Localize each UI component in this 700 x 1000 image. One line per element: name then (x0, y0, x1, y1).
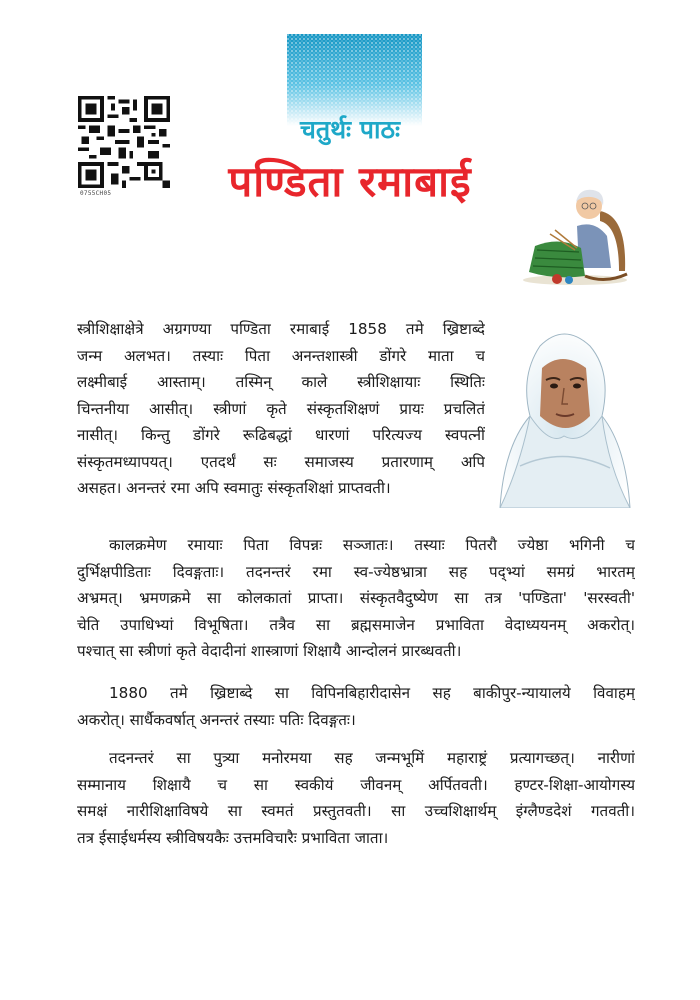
lesson-title: पण्डिता रमाबाई (228, 157, 472, 206)
text-line: दुर्भिक्षपीडिताः दिवङ्गताः। तदनन्तरं रमा स्व-ज्येष्ठभ्रात्रा सह पद्भ्यां समग्रं भारतम् (77, 562, 635, 581)
qr-code-text: 0755CH05 (80, 190, 112, 197)
text-line: सम्मानाय शिक्षायै च सा स्वकीयं जीवनम् अर्पितवती। हण्टर-शिक्षा-आयोगस्य (77, 775, 635, 794)
paragraph-2 (77, 532, 635, 665)
paragraph-1 (77, 316, 485, 502)
text-line: लक्ष्मीबाई आस्ताम्। तस्मिन् काले स्त्रीशिक्षायाः स्थितिः (77, 373, 485, 391)
paragraph-4 (77, 745, 635, 851)
text-line: तदनन्तरं सा पुत्र्या मनोरमया सह जन्मभूमिं महाराष्ट्रं प्रत्यागच्छत्। नारीणां (109, 749, 635, 767)
text-line: चिन्तनीया आसीत्। स्त्रीणां कृते संस्कृतशिक्षणं प्रायः प्रचलितं (77, 399, 485, 418)
text-line: अकरोत्। सार्धैकवर्षात् अनन्तरं तस्याः पतिः दिवङ्गतः। (77, 710, 356, 729)
portrait-rama-bai (490, 316, 638, 508)
text-line: असहत। अनन्तरं रमा अपि स्वमातुः संस्कृतशिक्षां प्राप्तवती। (77, 479, 391, 497)
text-line: संस्कृतमध्यापयत्। एतदर्थं सः समाजस्य प्रतारणाम् अपि (77, 452, 485, 471)
text-line: अभ्रमत्। भ्रमणक्रमे सा कोलकातां प्राप्ता। संस्कृतवैदुष्येण सा तत्र 'पण्डिता' 'सरस्वती' (77, 589, 635, 607)
text-line: 1880 तमे ख्रिष्टाब्दे सा विपिनबिहारीदासेन सह बाकीपुर-न्यायालये विवाहम् (109, 684, 635, 702)
text-line: कालक्रमेण रमायाः पिता विपन्नः सञ्जातः। तस्याः पितरौ ज्येष्ठा भगिनी च (109, 536, 635, 554)
text-line: जन्म अलभत। तस्याः पिता अनन्तशास्त्री डोंगरे माता च (77, 346, 485, 365)
text-line: समक्षं नारीशिक्षाविषये सा स्वमतं प्रस्तुतवती। सा उच्चशिक्षार्थम् इंग्लैण्डदेशं गतवती। (77, 802, 635, 820)
text-line: नासीत्। किन्तु डोंगरे रूढिबद्धां धारणां परित्यज्य स्वपत्नीं (77, 426, 485, 444)
paragraph-3 (77, 680, 635, 733)
lesson-number: चतुर्थः पाठः (299, 115, 401, 144)
old-woman-knitting-illustration (515, 176, 635, 286)
text-line: स्त्रीशिक्षाक्षेत्रे अग्रगण्या पण्डिता रमाबाई 1858 तमे ख्रिष्टाब्दे (77, 320, 485, 338)
text-line: तत्र ईसाईधर्मस्य स्त्रीविषयकैः उत्तमविचारैः प्रभाविता जाता। (77, 828, 389, 847)
text-line: पश्चात् सा स्त्रीणां कृते वेदादीनां शास्त्राणां शिक्षायै आन्दोलनं प्रारब्धवती। (77, 642, 462, 660)
text-line: चेति उपाधिभ्यां विभूषिता। तत्रैव सा ब्रह्मसमाजेन प्रभाविता वेदाध्ययनम् अकरोत्। (77, 615, 635, 634)
